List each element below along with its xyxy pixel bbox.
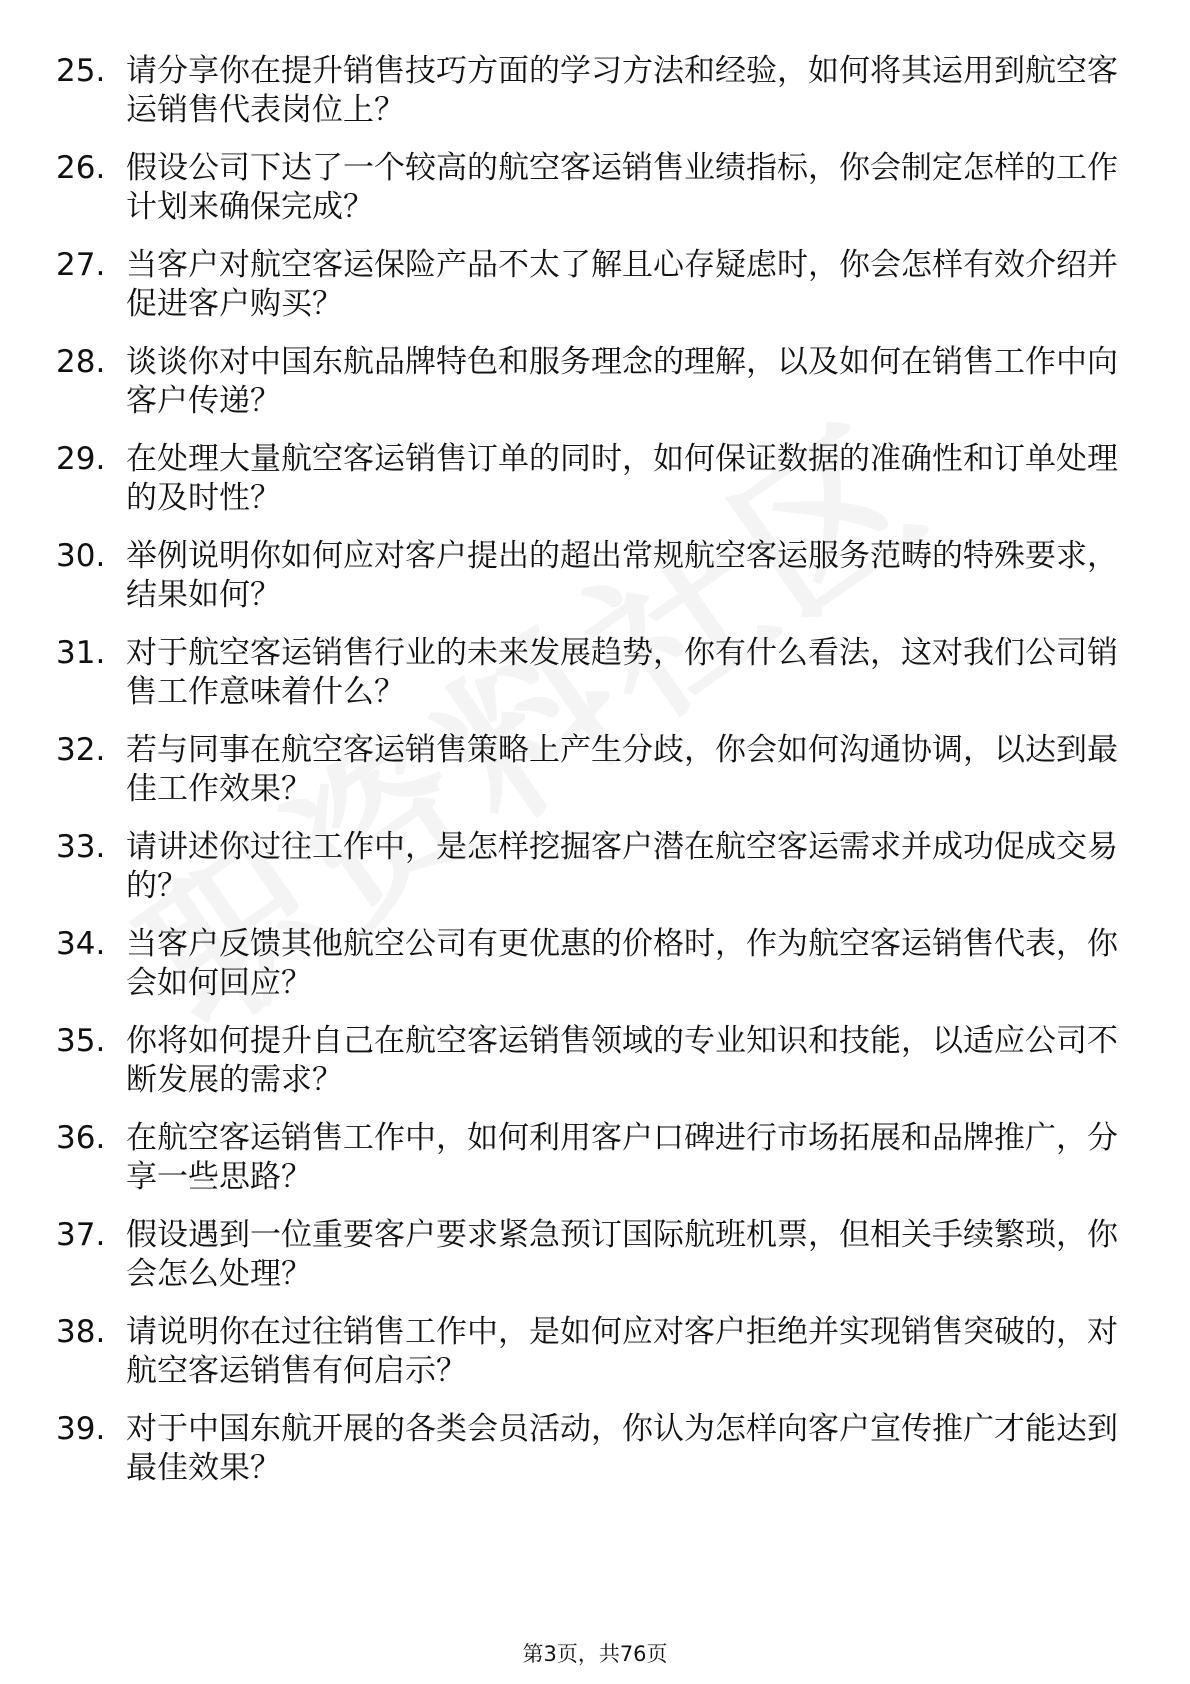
question-number: 26.	[56, 150, 106, 186]
page-footer: 第3页，共76页	[522, 1642, 668, 1666]
question-text: 请分享你在提升销售技巧方面的学习方法和经验，如何将其运用到航空客运销售代表岗位上？	[126, 53, 1118, 128]
question-number: 37.	[56, 1217, 106, 1253]
question-text: 当客户反馈其他航空公司有更优惠的价格时，作为航空客运销售代表，你会如何回应？	[126, 926, 1118, 1001]
question-list	[56, 52, 1136, 1507]
question-number: 33.	[56, 829, 106, 865]
question-number: 30.	[56, 538, 106, 574]
question-text: 谈谈你对中国东航品牌特色和服务理念的理解，以及如何在销售工作中向客户传递？	[126, 344, 1118, 419]
question-number: 29.	[56, 441, 106, 477]
question-number: 39.	[56, 1411, 106, 1447]
question-item	[56, 246, 1136, 324]
question-number: 25.	[56, 53, 106, 89]
question-item	[56, 1119, 1136, 1197]
question-item	[56, 1313, 1136, 1391]
question-item	[56, 828, 1136, 906]
question-item	[56, 731, 1136, 809]
question-text: 请说明你在过往销售工作中，是如何应对客户拒绝并实现销售突破的，对航空客运销售有何启示？	[126, 1314, 1118, 1389]
question-item	[56, 440, 1136, 518]
question-number: 28.	[56, 344, 106, 380]
question-number: 34.	[56, 926, 106, 962]
question-number: 38.	[56, 1314, 106, 1350]
question-item	[56, 925, 1136, 1003]
question-text: 若与同事在航空客运销售策略上产生分歧，你会如何沟通协调，以达到最佳工作效果？	[126, 732, 1118, 807]
question-number: 27.	[56, 247, 106, 283]
question-item	[56, 1216, 1136, 1294]
question-text: 在航空客运销售工作中，如何利用客户口碑进行市场拓展和品牌推广，分享一些思路？	[126, 1120, 1118, 1195]
question-item	[56, 52, 1136, 130]
question-item	[56, 343, 1136, 421]
question-item	[56, 634, 1136, 712]
question-number: 36.	[56, 1120, 106, 1156]
question-item	[56, 1022, 1136, 1100]
question-item	[56, 537, 1136, 615]
question-item	[56, 149, 1136, 227]
question-text: 当客户对航空客运保险产品不太了解且心存疑虑时，你会怎样有效介绍并促进客户购买？	[126, 247, 1118, 322]
question-text: 假设遇到一位重要客户要求紧急预订国际航班机票，但相关手续繁琐，你会怎么处理？	[126, 1217, 1118, 1292]
question-text: 在处理大量航空客运销售订单的同时，如何保证数据的准确性和订单处理的及时性？	[126, 441, 1118, 516]
question-text: 对于航空客运销售行业的未来发展趋势，你有什么看法，这对我们公司销售工作意味着什么？	[126, 635, 1118, 710]
question-text: 你将如何提升自己在航空客运销售领域的专业知识和技能，以适应公司不断发展的需求？	[126, 1023, 1118, 1098]
question-number: 35.	[56, 1023, 106, 1059]
question-text: 对于中国东航开展的各类会员活动，你认为怎样向客户宣传推广才能达到最佳效果？	[126, 1411, 1118, 1486]
question-text: 假设公司下达了一个较高的航空客运销售业绩指标，你会制定怎样的工作计划来确保完成？	[126, 150, 1118, 225]
question-item	[56, 1410, 1136, 1488]
question-number: 32.	[56, 732, 106, 768]
question-text: 请讲述你过往工作中，是怎样挖掘客户潜在航空客运需求并成功促成交易的？	[126, 829, 1118, 904]
question-text: 举例说明你如何应对客户提出的超出常规航空客运服务范畴的特殊要求，结果如何？	[126, 538, 1118, 613]
question-number: 31.	[56, 635, 106, 671]
